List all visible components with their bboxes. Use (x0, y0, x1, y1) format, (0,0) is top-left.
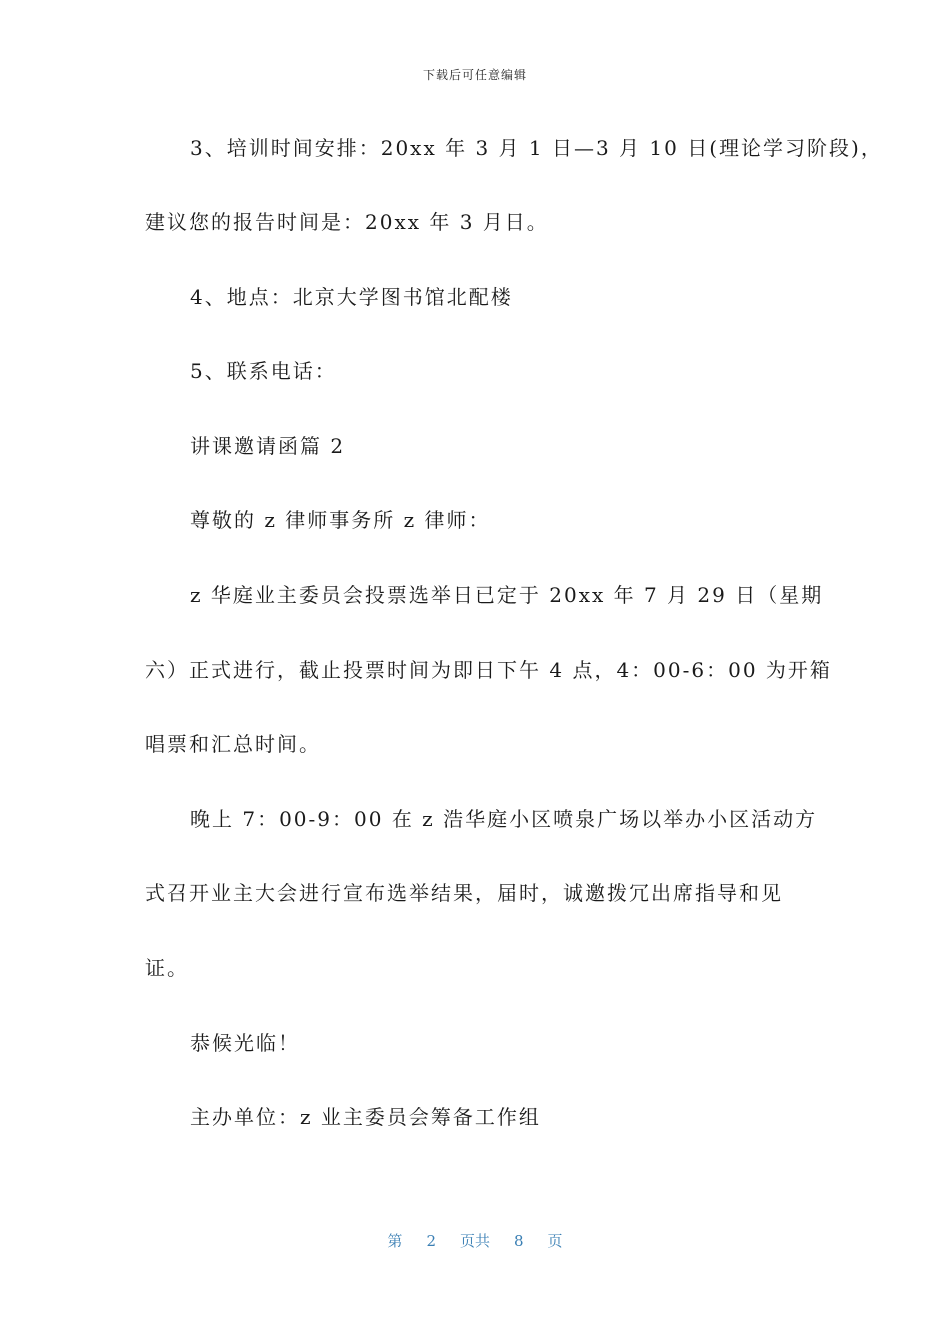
paragraph-line: 式召开业主大会进行宣布选举结果，届时，诚邀拨冗出席指导和见 (145, 881, 783, 905)
paragraph-line: 六）正式进行，截止投票时间为即日下午 4 点，4：00-6：00 为开箱 (145, 658, 832, 682)
footer-total-pages: 8 (514, 1232, 524, 1250)
footer-page-number: 2 (426, 1232, 436, 1250)
footer-suffix: 页 (547, 1232, 563, 1250)
page-footer (0, 1230, 950, 1251)
paragraph-line: 5、联系电话： (190, 359, 337, 383)
paragraph-line: 3、培训时间安排：20xx 年 3 月 1 日—3 月 10 日(理论学习阶段)， (190, 136, 883, 160)
paragraph-line: 建议您的报告时间是：20xx 年 3 月日。 (145, 210, 549, 234)
closing-line: 恭候光临！ (190, 1031, 300, 1055)
paragraph-line: z 华庭业主委员会投票选举日已定于 20xx 年 7 月 29 日（星期 (190, 583, 824, 607)
footer-prefix: 第 (387, 1232, 403, 1250)
salutation: 尊敬的 z 律师事务所 z 律师： (190, 508, 491, 532)
paragraph-line: 证。 (145, 956, 189, 980)
header-note: 下载后可任意编辑 (422, 68, 527, 82)
organizer-line: 主办单位：z 业主委员会筹备工作组 (190, 1105, 541, 1129)
section-heading: 讲课邀请函篇 2 (190, 434, 346, 458)
footer-middle: 页共 (459, 1232, 490, 1250)
paragraph-line: 晚上 7：00-9：00 在 z 浩华庭小区喷泉广场以举办小区活动方 (190, 807, 818, 831)
paragraph-line: 4、地点：北京大学图书馆北配楼 (190, 285, 513, 309)
paragraph-line: 唱票和汇总时间。 (145, 732, 321, 756)
